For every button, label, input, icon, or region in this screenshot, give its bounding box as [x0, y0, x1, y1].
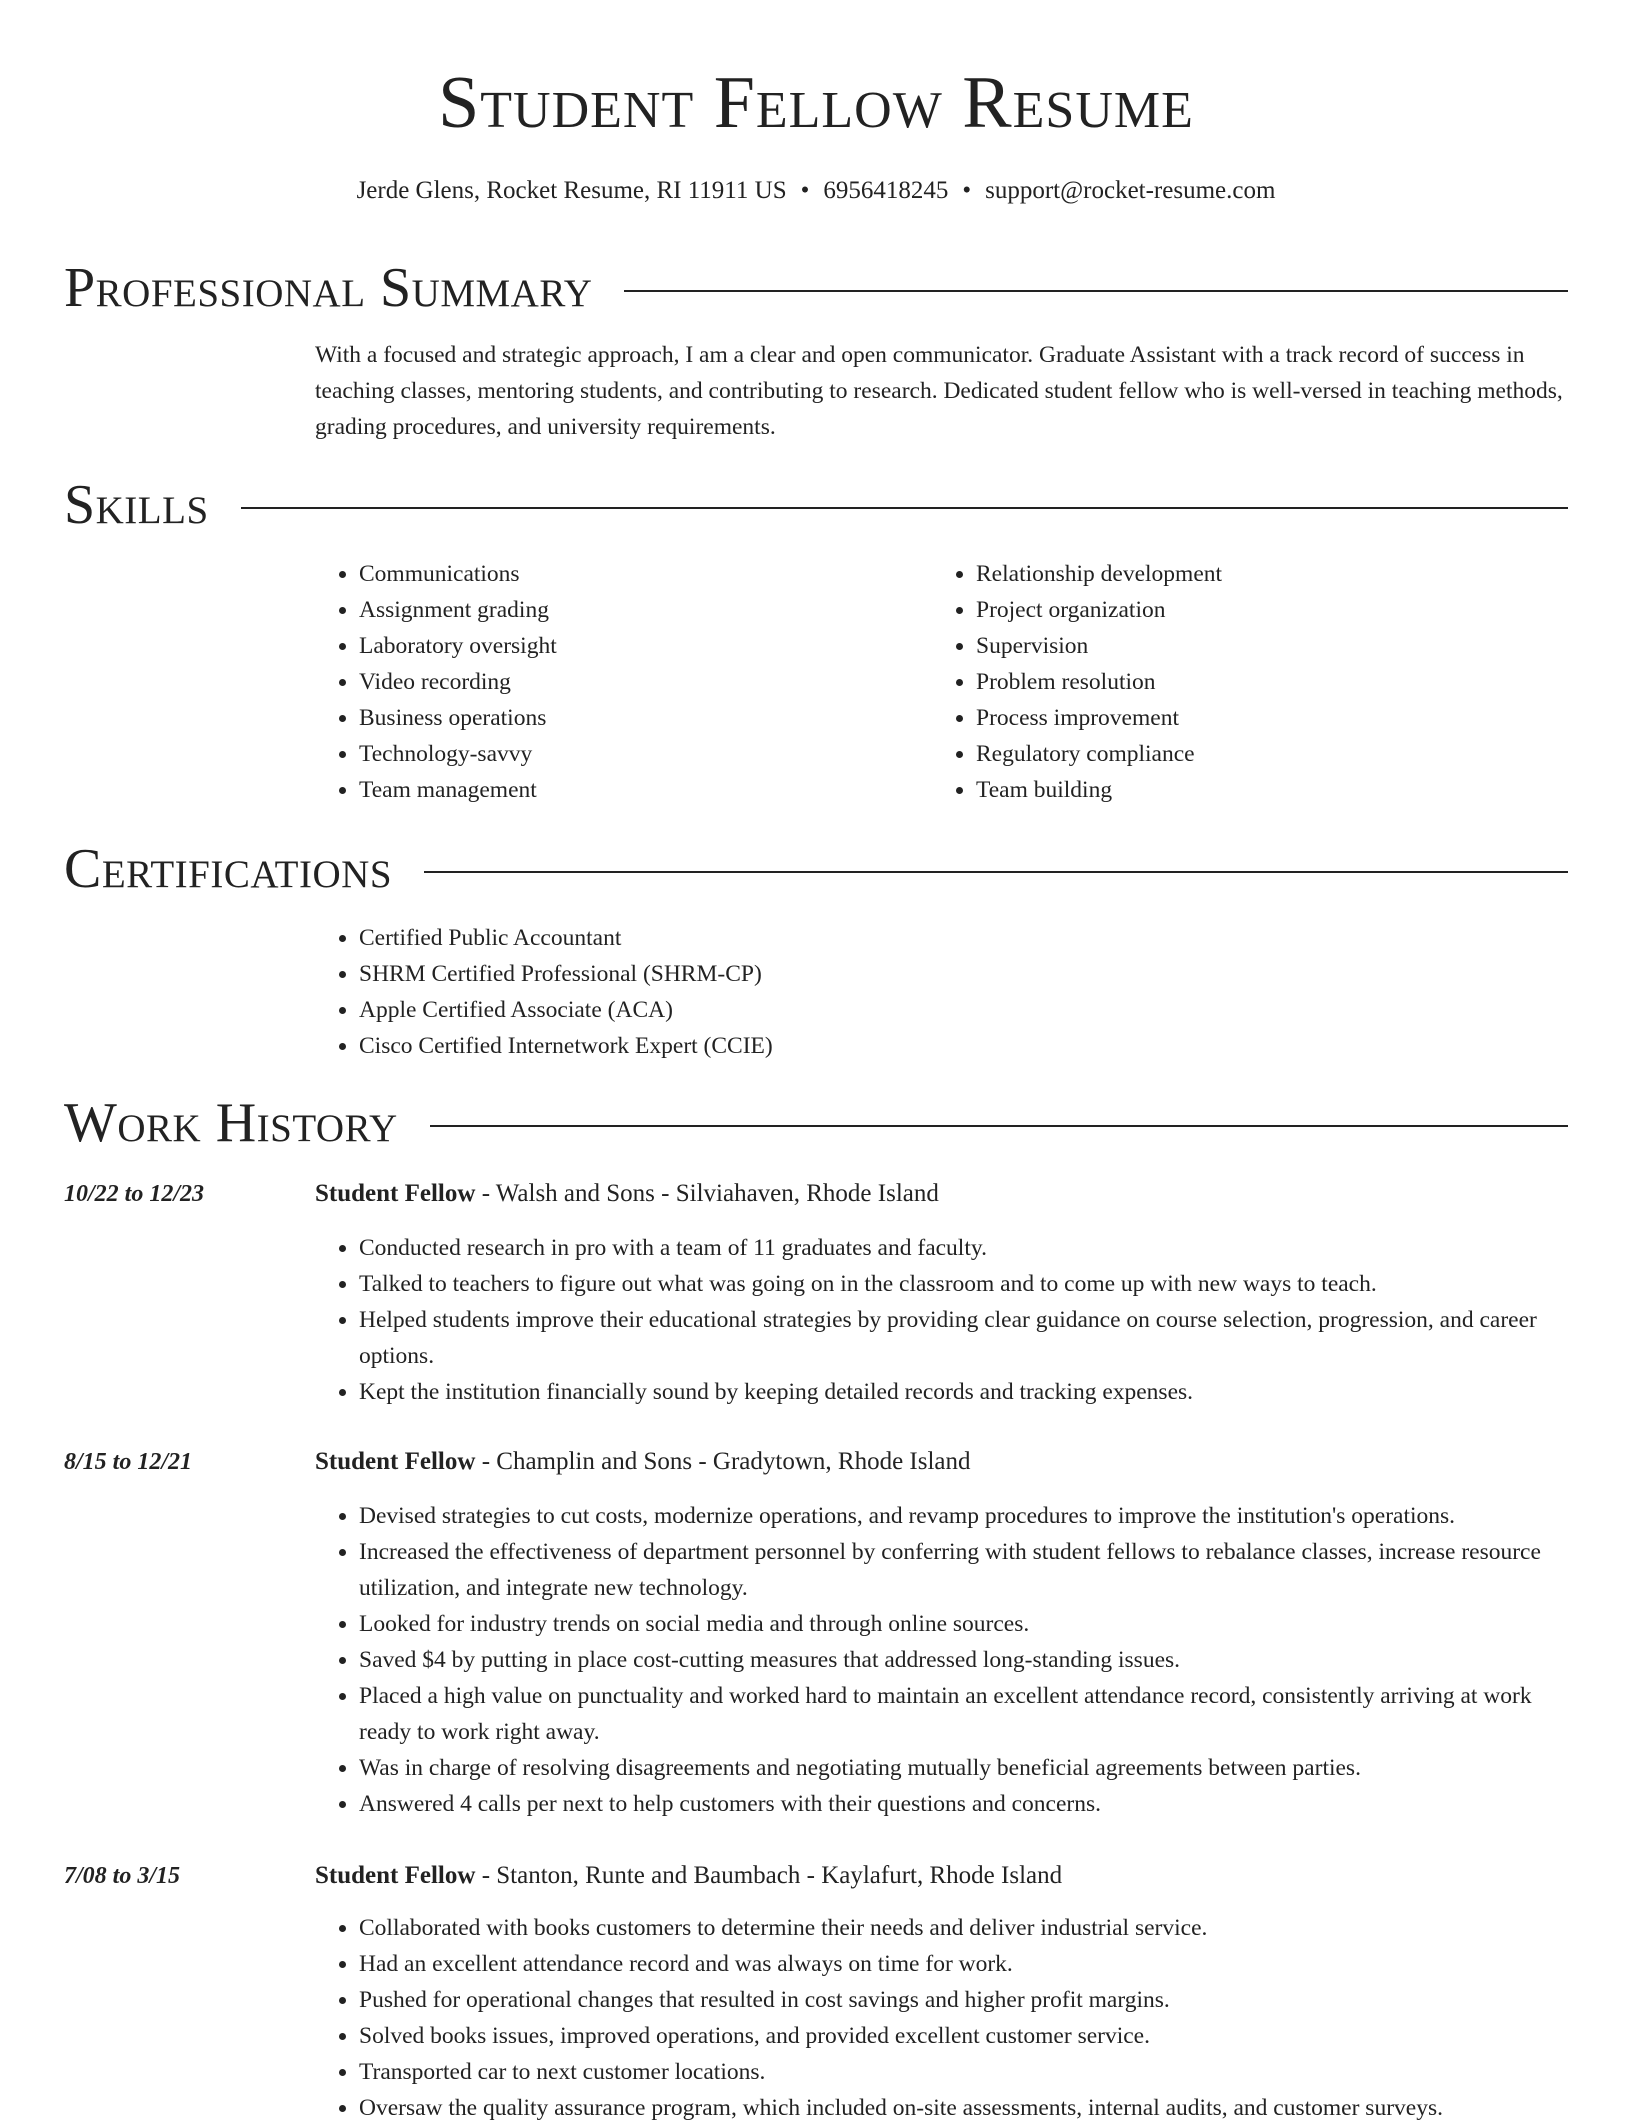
- job-dates: 8/15 to 12/21: [64, 1449, 193, 1475]
- job-bullet-item: • Saved $4 by putting in place cost-cutting measures that addressed long-standing issues.: [359, 1642, 1568, 1678]
- job-bullet-item: • Talked to teachers to figure out what was going on in the classroom and to come up with new ways to teach.: [359, 1266, 1568, 1302]
- job-bullet-item: • Increased the effectiveness of department personnel by conferring with student fellows to rebalance classes, increase resource utilization, and integrate new technology.: [359, 1534, 1568, 1606]
- summary-section-header: [64, 253, 1568, 323]
- summary-text: With a focused and strategic approach, I am a clear and open communicator. Graduate Assistant with a track record of success in teaching classes, mentoring students, and contributing to research. Dedicated student fellow who is well-versed in teaching methods, grading procedures, and university requirements.: [315, 342, 1563, 440]
- certification-item: • Apple Certified Associate (ACA): [359, 992, 1515, 1028]
- certification-item: • Certified Public Accountant: [359, 920, 1515, 956]
- skills-column-right: [932, 556, 1552, 808]
- skill-item: • Team building: [976, 772, 1552, 808]
- section-divider: [430, 1125, 1568, 1127]
- job-bullet-item: • Placed a high value on punctuality and worked hard to maintain an excellent attendance record, consistently arriving at work ready to work right away.: [359, 1678, 1568, 1750]
- skill-item: • Technology-savvy: [359, 736, 915, 772]
- skill-item: • Laboratory oversight: [359, 628, 915, 664]
- job-bullet-item: • Kept the institution financially sound by keeping detailed records and tracking expenses.: [359, 1374, 1568, 1410]
- job-heading: [315, 1858, 1568, 1894]
- skill-item: • Process improvement: [976, 700, 1552, 736]
- job-bullet-item: • Solved books issues, improved operations, and provided excellent customer service.: [359, 2018, 1568, 2054]
- skill-item: • Supervision: [976, 628, 1552, 664]
- job-bullet-list: [315, 1910, 1568, 2126]
- job-bullet-item: • Collaborated with books customers to determine their needs and deliver industrial service.: [359, 1910, 1568, 1946]
- skill-item: • Project organization: [976, 592, 1552, 628]
- section-divider: [424, 871, 1568, 873]
- certifications-section-header: [64, 834, 1568, 904]
- job-bullet-item: • Oversaw the quality assurance program, which included on-site assessments, internal audits, and customer surveys.: [359, 2090, 1568, 2126]
- skills-column-left: [315, 556, 915, 808]
- section-divider: [241, 507, 1568, 509]
- contact-email: support@rocket-resume.com: [985, 177, 1276, 204]
- work-history-section-header: [64, 1088, 1568, 1158]
- certifications-container: [315, 920, 1515, 1064]
- job-heading: [315, 1176, 1568, 1212]
- job-dates: 10/22 to 12/23: [64, 1181, 205, 1207]
- job-bullet-item: • Conducted research in pro with a team of 11 graduates and faculty.: [359, 1230, 1568, 1266]
- contact-separator: •: [800, 177, 810, 204]
- job-title: Student Fellow: [315, 1862, 476, 1889]
- job-bullet-item: • Answered 4 calls per next to help customers with their questions and concerns.: [359, 1786, 1568, 1822]
- job-employer: - Walsh and Sons - Silviahaven, Rhode Island: [475, 1180, 939, 1207]
- job-bullet-item: • Helped students improve their educational strategies by providing clear guidance on course selection, progression, and career options.: [359, 1302, 1568, 1374]
- job-employer: - Stanton, Runte and Baumbach - Kaylafurt, Rhode Island: [475, 1862, 1063, 1889]
- job-bullet-item: • Looked for industry trends on social media and through online sources.: [359, 1606, 1568, 1642]
- skill-item: • Team management: [359, 772, 915, 808]
- job-duties: [315, 1910, 1568, 2126]
- skill-item: • Problem resolution: [976, 664, 1552, 700]
- job-bullet-item: • Had an excellent attendance record and was always on time for work.: [359, 1946, 1568, 1982]
- contact-line: [0, 174, 1632, 208]
- certifications-heading: Certifications: [64, 838, 393, 900]
- skill-item: • Relationship development: [976, 556, 1552, 592]
- certification-item: • SHRM Certified Professional (SHRM-CP): [359, 956, 1515, 992]
- contact-phone: 6956418245: [823, 177, 949, 204]
- job-bullet-item: • Was in charge of resolving disagreements and negotiating mutually beneficial agreements between parties.: [359, 1750, 1568, 1786]
- job-bullet-item: • Transported car to next customer locations.: [359, 2054, 1568, 2090]
- job-duties: [315, 1230, 1568, 1410]
- job-employer: - Champlin and Sons - Gradytown, Rhode Island: [475, 1448, 971, 1475]
- job-bullet-item: • Pushed for operational changes that resulted in cost savings and higher profit margins.: [359, 1982, 1568, 2018]
- contact-address: Jerde Glens, Rocket Resume, RI 11911 US: [356, 177, 787, 204]
- certifications-list: [315, 920, 1515, 1064]
- skill-item: • Business operations: [359, 700, 915, 736]
- skill-item: • Assignment grading: [359, 592, 915, 628]
- skills-list-left: [315, 556, 915, 808]
- job-bullet-list: [315, 1498, 1568, 1822]
- work-history-heading: Work History: [64, 1092, 398, 1154]
- skill-item: • Regulatory compliance: [976, 736, 1552, 772]
- job-duties: [315, 1498, 1568, 1822]
- skills-section-header: [64, 470, 1568, 540]
- job-bullet-list: [315, 1230, 1568, 1410]
- skill-item: • Video recording: [359, 664, 915, 700]
- job-bullet-item: • Devised strategies to cut costs, modernize operations, and revamp procedures to improve the institution's operations.: [359, 1498, 1568, 1534]
- resume-title: Student Fellow Resume: [438, 62, 1194, 144]
- job-dates: 7/08 to 3/15: [64, 1863, 181, 1889]
- certification-item: • Cisco Certified Internetwork Expert (CCIE): [359, 1028, 1515, 1064]
- summary-heading: Professional Summary: [64, 257, 593, 319]
- job-title: Student Fellow: [315, 1448, 476, 1475]
- section-divider: [624, 290, 1568, 292]
- skill-item: • Communications: [359, 556, 915, 592]
- contact-separator: •: [962, 177, 972, 204]
- job-title: Student Fellow: [315, 1180, 476, 1207]
- job-heading: [315, 1444, 1568, 1480]
- skills-list-right: [932, 556, 1552, 808]
- skills-heading: Skills: [64, 474, 209, 536]
